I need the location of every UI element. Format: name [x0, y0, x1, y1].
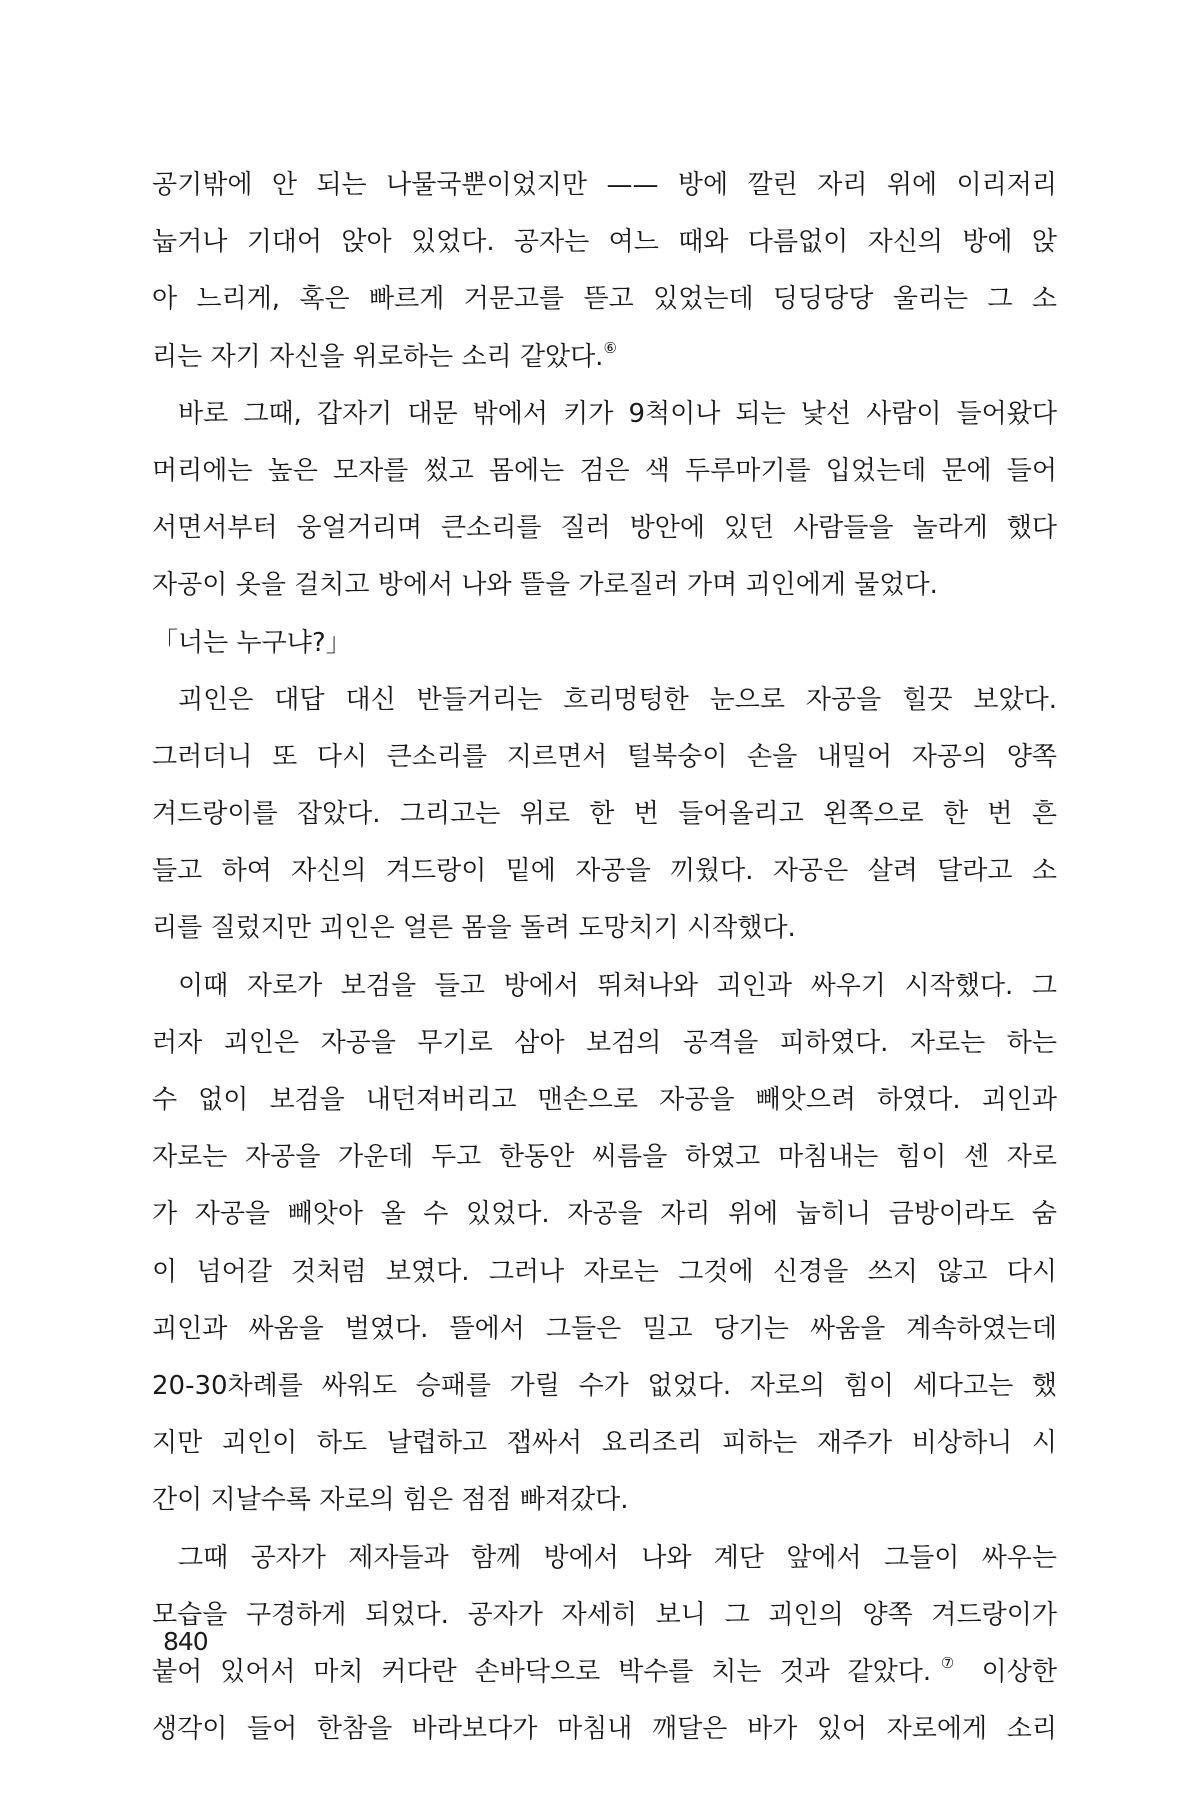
body-text: [152, 157, 1057, 1758]
paragraph-6: [152, 1530, 1057, 1759]
text-line-content: 붙어 있어서 마치 커다란 손바닥으로 박수를 치는 것과 같았다.: [152, 1656, 932, 1687]
text-line: 생각이 들어 한참을 바라보다가 마침내 깨달은 바가 있어 자로에게 소리: [152, 1714, 1057, 1745]
text-line: 서면서부터 웅얼거리며 큰소리를 질러 방안에 있던 사람들을 놀라게 했다: [152, 513, 1057, 544]
text-line: 눕거나 기대어 앉아 있었다. 공자는 여느 때와 다름없이 자신의 방에 앉: [152, 227, 1057, 258]
text-line-content: 리는 자기 자신을 위로하는 소리 같았다.: [152, 341, 604, 372]
footnote-marker: ⑥: [603, 338, 617, 357]
text-line: 모습을 구경하게 되었다. 공자가 자세히 보니 그 괴인의 양쪽 겨드랑이가: [152, 1599, 1057, 1630]
text-line: 리를 질렀지만 괴인은 얼른 몸을 돌려 도망치기 시작했다.: [152, 913, 796, 944]
paragraph-2: [152, 386, 1057, 615]
text-line: 아 느리게, 혹은 빠르게 거문고를 뜯고 있었는데 딩딩당당 울리는 그 소: [152, 284, 1057, 315]
text-line: 간이 지날수록 자로의 힘은 점점 빠져갔다.: [152, 1485, 629, 1516]
text-line: 지만 괴인이 하도 날렵하고 잽싸서 요리조리 피하는 재주가 비상하니 시: [152, 1428, 1057, 1459]
text-line-continuation: 이상한: [963, 1656, 1057, 1687]
text-line: 머리에는 높은 모자를 썼고 몸에는 검은 색 두루마기를 입었는데 문에 들어: [152, 455, 1057, 486]
text-line: 러자 괴인은 자공을 무기로 삼아 보검의 공격을 피하였다. 자로는 하는: [152, 1027, 1057, 1058]
paragraph-1: [152, 157, 1057, 386]
text-line: [152, 329, 1057, 386]
text-line: 자로는 자공을 가운데 두고 한동안 씨름을 하였고 마침내는 힘이 센 자로: [152, 1142, 1057, 1173]
text-line: 이 넘어갈 것처럼 보였다. 그러나 자로는 그것에 신경을 쓰지 않고 다시: [152, 1256, 1057, 1287]
text-line: 가 자공을 빼앗아 올 수 있었다. 자공을 자리 위에 눕히니 금방이라도 숨: [152, 1199, 1057, 1230]
text-line: 자공이 옷을 걸치고 방에서 나와 뜰을 가로질러 가며 괴인에게 물었다.: [152, 570, 938, 601]
text-line: 20-30차례를 싸워도 승패를 가릴 수가 없었다. 자로의 힘이 세다고는 했: [152, 1370, 1057, 1401]
text-line: 바로 그때, 갑자기 대문 밖에서 키가 9척이나 되는 낯선 사람이 들어왔다: [178, 398, 1057, 429]
text-line: 겨드랑이를 잡았다. 그리고는 위로 한 번 들어올리고 왼쪽으로 한 번 흔: [152, 799, 1057, 830]
text-line: 들고 하여 자신의 겨드랑이 밑에 자공을 끼웠다. 자공은 살려 달라고 소: [152, 856, 1057, 887]
text-line: 수 없이 보검을 내던져버리고 맨손으로 자공을 빼앗으려 하였다. 괴인과: [152, 1085, 1057, 1115]
paragraph-3: [152, 615, 1057, 672]
text-line: 괴인은 대답 대신 반들거리는 흐리멍텅한 눈으로 자공을 힐끗 보았다.: [178, 684, 1057, 715]
text-line: 공기밖에 안 되는 나물국뿐이었지만 —— 방에 깔린 자리 위에 이리저리: [152, 170, 1057, 200]
footnote-marker: ⑦: [931, 1653, 964, 1672]
text-line: 그러더니 또 다시 큰소리를 지르면서 털북숭이 손을 내밀어 자공의 양쪽: [152, 741, 1057, 772]
page-number: 840: [163, 1627, 208, 1656]
text-line: 이때 자로가 보검을 들고 방에서 뛰쳐나와 괴인과 싸우기 시작했다. 그: [178, 970, 1057, 1001]
text-line: 그때 공자가 제자들과 함께 방에서 나와 계단 앞에서 그들이 싸우는: [178, 1542, 1057, 1573]
paragraph-4: [152, 672, 1057, 958]
text-line: 괴인과 싸움을 벌였다. 뜰에서 그들은 밀고 당기는 싸움을 계속하였는데: [152, 1313, 1057, 1344]
text-line: [152, 1644, 1057, 1701]
dialogue-line: 「너는 누구냐?」: [152, 627, 352, 658]
paragraph-5: [152, 958, 1057, 1530]
